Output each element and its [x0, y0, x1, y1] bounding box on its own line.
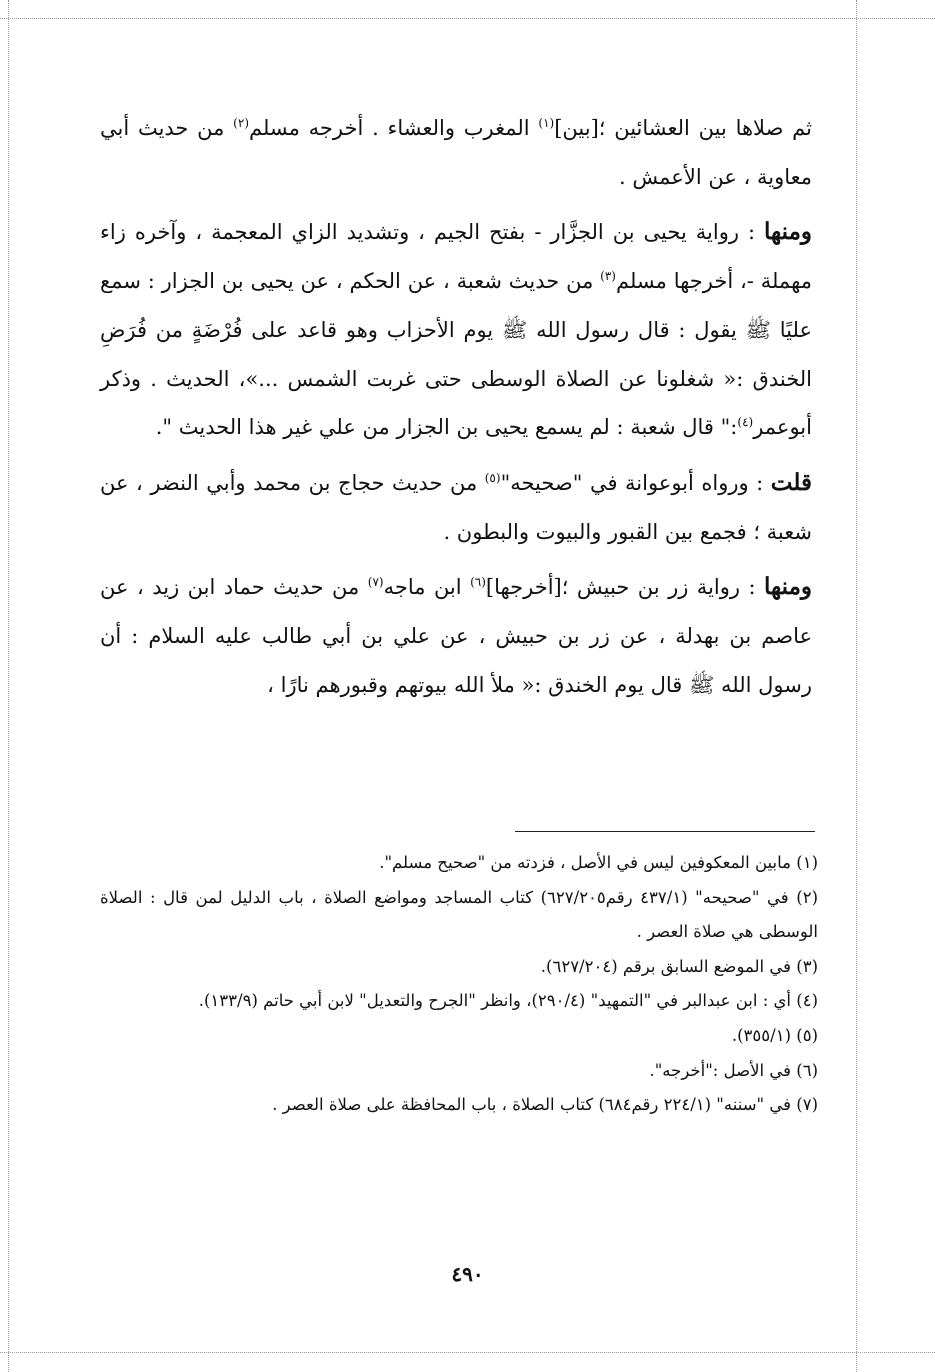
footnote-6: (٦) في الأصل :"أخرجه".: [649, 1060, 818, 1080]
scan-border-bottom: [0, 1352, 935, 1353]
paragraph-3: قلت : ورواه أبوعوانة في "صحيحه"$^{(٥)}$ من حديث حجاج بن محمد وأبي النضر ، عن شعبة ؛ فجمع بين القبور والبيوت والبطون .: [100, 468, 812, 544]
footnote-2: (٢) في "صحيحه" (٤٣٧/١ رقم٦٢٧/٢٠٥) كتاب المساجد ومواضع الصلاة ، باب الدليل لمن قال : الصلاة الوسطى هي صلاة العصر .: [100, 887, 818, 942]
scan-border-left: [8, 0, 9, 1372]
footnote-3: (٣) في الموضع السابق برقم (٦٢٧/٢٠٤).: [540, 956, 818, 976]
paragraph-2: ومنها : رواية يحيى بن الجزَّار - بفتح الجيم ، وتشديد الزاي المعجمة ، وآخره زاء مهملة -، أخرجها مسلم$^{(٣)}$ من حديث شعبة ، عن الحكم ، عن يحيى بن الجزار : سمع عليًا ﷺ يقول : قال رسول الله ﷺ يوم الأحزاب وهو قاعد على فُرْضَةٍ من فُرَضِ الخندق :« شغلونا عن الصلاة الوسطى حتى غربت الشمس ...»، الحديث . وذكر أبوعمر$^{(٤)}$:" قال شعبة : لم يسمع يحيى بن الجزار من علي غير هذا الحديث ".: [100, 218, 812, 440]
paragraph-lead-word: ومنها: [764, 573, 813, 601]
footnote-ref-5: (٥): [484, 470, 501, 485]
paragraph-lead-word: ومنها: [764, 218, 812, 246]
paragraph-4: ومنها : رواية زر بن حبيش ؛[أخرجها]$^{(٦)}$ ابن ماجه$^{(٧)}$ من حديث حماد ابن زيد ، عن عاصم بن بهدلة ، عن زر بن حبيش ، عن علي بن أبي طالب عليه السلام : أن رسول الله ﷺ قال يوم الخندق :« ملأ الله بيوتهم وقبورهم نارًا ،: [100, 573, 813, 697]
footnote-ref-7: (٧): [367, 575, 384, 590]
footnote-7: (٧) في "سننه" (٢٢٤/١ رقم٦٨٤) كتاب الصلاة ، باب المحافظة على صلاة العصر .: [272, 1095, 818, 1115]
footnote-5: (٥) (٣٥٥/١).: [731, 1025, 818, 1045]
footnote-ref-1: (١): [538, 116, 555, 130]
footnote-ref-2: (٢): [233, 116, 249, 130]
page-number: ٤٩٠: [451, 1262, 484, 1286]
footnotes: [100, 846, 818, 1123]
paragraph-lead-word: قلت: [770, 468, 812, 496]
paragraph-1: ثم صلاها بين العشائين ؛[بين]$^{(١)}$ المغرب والعشاء . أخرجه مسلم$^{(٢)}$ من حديث أبي معاوية ، عن الأعمش .: [100, 116, 812, 189]
footnote-1: (١) مابين المعكوفين ليس في الأصل ، فزدته من "صحيح مسلم".: [379, 853, 818, 872]
page-body: [100, 104, 812, 716]
footnote-ref-6: (٦): [470, 575, 486, 590]
scan-border-top: [0, 18, 935, 19]
footnote-divider: [515, 831, 815, 832]
footnote-ref-3: (٣): [600, 269, 616, 284]
scan-border-right: [856, 0, 857, 1372]
footnote-4: (٤) أي : ابن عبدالبر في "التمهيد" (٢٩٠/٤)، وانظر "الجرح والتعديل" لابن أبي حاتم (١٣٣/٩).: [198, 991, 818, 1011]
footnote-ref-4: (٤): [737, 415, 754, 430]
